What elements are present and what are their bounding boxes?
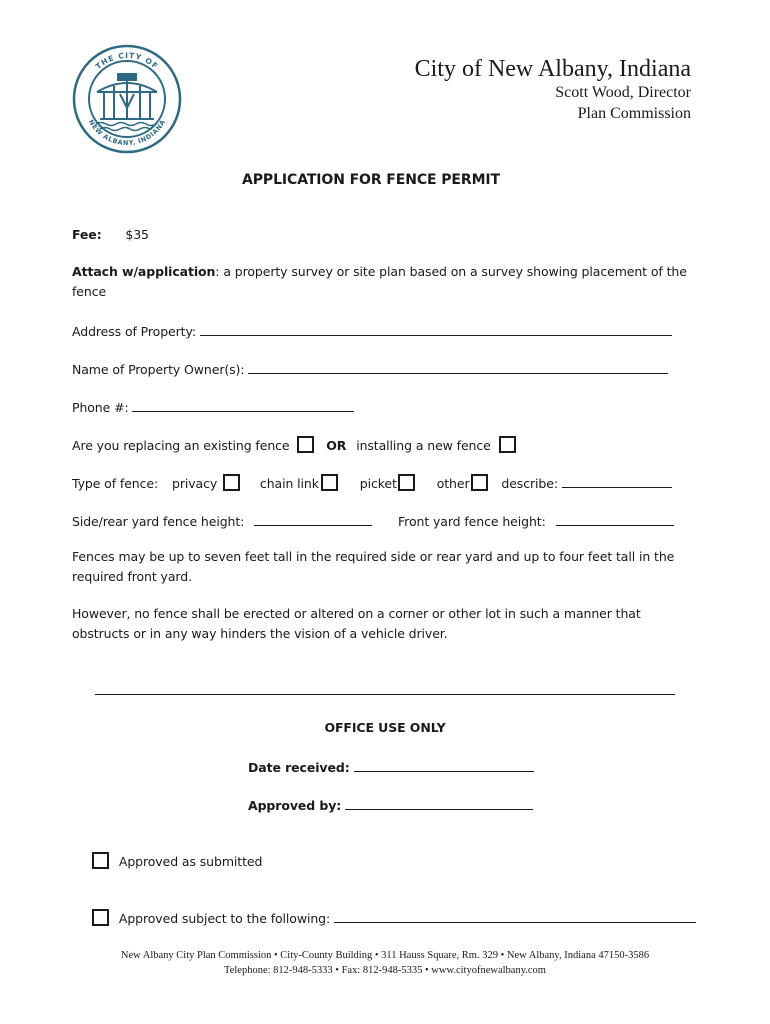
note1-line1: Fences may be up to seven feet tall in the required side or rear yard and up to four feet tall in the — [72, 549, 675, 564]
type-describe-field[interactable] — [562, 474, 672, 488]
address-row — [72, 322, 672, 339]
fee-value: $35 — [125, 227, 149, 242]
side-rear-height-label: Side/rear yard fence height: — [72, 514, 245, 529]
front-height-label: Front yard fence height: — [398, 514, 546, 529]
approved-as-submitted-label: Approved as submitted — [118, 854, 263, 869]
type-other-label: other — [436, 476, 470, 491]
date-received-field[interactable] — [354, 758, 534, 772]
phone-field[interactable] — [132, 398, 354, 412]
address-field[interactable] — [200, 322, 672, 336]
attach-text-2: fence — [72, 284, 107, 299]
type-other-checkbox[interactable] — [471, 474, 488, 491]
side-rear-height-row — [72, 512, 372, 529]
replace-new-checkbox[interactable] — [499, 436, 516, 453]
replace-new-label: installing a new fence — [356, 438, 491, 453]
front-height-field[interactable] — [556, 512, 674, 526]
approved-subject-field[interactable] — [334, 909, 696, 923]
header-department: Plan Commission — [577, 105, 691, 122]
header-director: Scott Wood, Director — [555, 84, 691, 101]
footer-line2: Telephone: 812-948-5333 • Fax: 812-948-5335 • www.cityofnewalbany.com — [224, 965, 546, 976]
replace-row — [72, 436, 516, 453]
phone-label: Phone #: — [72, 400, 129, 415]
approved-subject-label: Approved subject to the following: — [118, 911, 331, 926]
approved-by-label: Approved by: — [248, 798, 342, 813]
type-chain-link-label: chain link — [259, 476, 319, 491]
fee-row — [72, 227, 149, 242]
replace-existing-label: Are you replacing an existing fence — [72, 438, 290, 453]
footer-line1: New Albany City Plan Commission • City-County Building • 311 Hauss Square, Rm. 329 • New Albany, Indiana 47150-3586 — [120, 950, 650, 961]
seal-ring-bottom: NEW ALBANY, INDIANA — [86, 118, 168, 148]
type-describe-label: describe: — [501, 476, 558, 491]
owner-row — [72, 360, 668, 377]
approved-subject-checkbox[interactable] — [92, 909, 109, 926]
note2-line2: obstructs or in any way hinders the vision of a vehicle driver. — [72, 626, 448, 641]
seal-ring-top: THE CITY OF — [93, 50, 161, 72]
approved-as-submitted-row — [92, 852, 262, 869]
attach-text: : a property survey or site plan based on a survey showing placement of the — [215, 264, 687, 279]
owner-field[interactable] — [248, 360, 668, 374]
phone-row — [72, 398, 354, 415]
type-privacy-checkbox[interactable] — [223, 474, 240, 491]
city-seal-logo — [72, 44, 182, 154]
date-received-row — [248, 758, 534, 775]
front-height-row — [398, 512, 674, 529]
type-chain-link-checkbox[interactable] — [321, 474, 338, 491]
attach-row — [72, 264, 687, 279]
note1-line2: required front yard. — [72, 569, 192, 584]
attach-label: Attach w/application — [72, 264, 216, 279]
type-row — [72, 474, 672, 491]
approved-by-field[interactable] — [345, 796, 533, 810]
type-picket-checkbox[interactable] — [398, 474, 415, 491]
approved-by-row — [248, 796, 533, 813]
approved-subject-row — [92, 909, 696, 926]
fee-label: Fee: — [72, 227, 102, 242]
type-label: Type of fence: — [72, 476, 159, 491]
form-title: APPLICATION FOR FENCE PERMIT — [242, 172, 500, 188]
address-label: Address of Property: — [72, 324, 196, 339]
office-heading: OFFICE USE ONLY — [324, 720, 446, 735]
side-rear-height-field[interactable] — [254, 512, 372, 526]
office-divider — [95, 694, 675, 695]
owner-label: Name of Property Owner(s): — [72, 362, 245, 377]
replace-or: OR — [326, 438, 347, 453]
type-privacy-label: privacy — [171, 476, 218, 491]
approved-as-submitted-checkbox[interactable] — [92, 852, 109, 869]
type-picket-label: picket — [359, 476, 397, 491]
header-city: City of New Albany, Indiana — [414, 56, 691, 82]
note2-line1: However, no fence shall be erected or altered on a corner or other lot in such a manner that — [72, 606, 641, 621]
replace-existing-checkbox[interactable] — [297, 436, 314, 453]
date-received-label: Date received: — [248, 760, 350, 775]
